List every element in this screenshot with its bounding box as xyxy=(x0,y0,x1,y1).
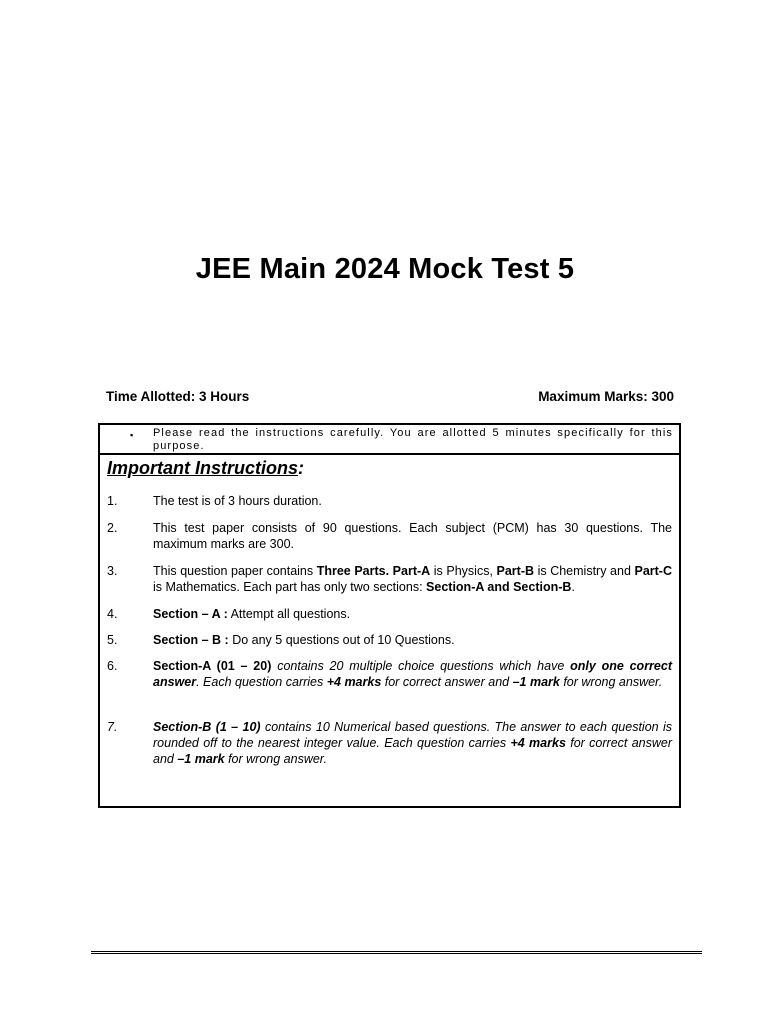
instruction-fragment-bold: Section – A : xyxy=(153,607,228,621)
instruction-fragment-bold: Section-A and Section-B xyxy=(426,580,572,594)
instruction-fragment-bold-italic: Section-B (1 – 10) xyxy=(153,720,261,734)
instruction-fragment: This question paper contains xyxy=(153,564,317,578)
instruction-fragment-bold: Part-A xyxy=(392,564,431,578)
instruction-text: This test paper consists of 90 questions. Each subject (PCM) has 30 questions. The maximum marks are 300. xyxy=(153,521,672,551)
instructions-heading xyxy=(107,458,304,479)
instruction-text xyxy=(153,719,672,767)
instruction-text xyxy=(153,606,672,622)
instructions-heading-text: Important Instructions xyxy=(107,458,299,478)
instruction-text xyxy=(153,632,672,648)
instruction-fragment-bold-italic: –1 mark xyxy=(512,675,560,689)
instruction-fragment: is Physics, xyxy=(430,564,497,578)
instruction-fragment: Do any 5 questions out of 10 Questions. xyxy=(228,633,455,647)
footer-divider xyxy=(91,951,702,954)
maximum-marks: Maximum Marks: 300 xyxy=(538,389,674,404)
instructions-heading-colon: : xyxy=(298,458,305,478)
instruction-fragment-italic: contains 10 Numerical based questions. The answer to each question is rounded off to the nearest integer value. Each question carries xyxy=(153,720,673,750)
instruction-fragment: . xyxy=(571,580,575,594)
instruction-fragment: Attempt all questions. xyxy=(227,607,351,621)
instruction-fragment-bold: Part-B xyxy=(496,564,535,578)
instruction-fragment-bold-italic: only one correct answer xyxy=(153,659,672,689)
instruction-fragment-italic: . Each question carries xyxy=(196,675,327,689)
instruction-number: 2. xyxy=(107,521,118,535)
instruction-fragment-italic: for wrong answer. xyxy=(224,752,327,766)
instruction-fragment-italic: for correct answer and xyxy=(153,736,673,766)
instruction-fragment-italic: contains 20 multiple choice questions which have xyxy=(271,659,571,673)
instruction-text xyxy=(153,563,672,595)
instruction-number: 5. xyxy=(107,633,118,647)
instruction-number: 7. xyxy=(107,720,118,734)
reading-note-text: Please read the instructions carefully. You are allotted 5 minutes specifically for this purpose. xyxy=(153,427,673,452)
instruction-fragment-bold-italic: –1 mark xyxy=(177,752,225,766)
square-bullet-icon: ▪ xyxy=(130,430,134,440)
time-allotted: Time Allotted: 3 Hours xyxy=(106,389,250,404)
instruction-fragment-bold-italic: +4 marks xyxy=(326,675,382,689)
instruction-text: The test is of 3 hours duration. xyxy=(153,494,322,508)
document-title: JEE Main 2024 Mock Test 5 xyxy=(195,253,575,285)
instruction-fragment-italic: for correct answer and xyxy=(381,675,513,689)
reading-note xyxy=(100,425,679,455)
instruction-text xyxy=(153,658,672,690)
instruction-fragment-bold: Three Parts. xyxy=(316,564,390,578)
instruction-fragment-bold: Part-C xyxy=(634,564,672,578)
instruction-fragment-bold: Section – B : xyxy=(153,633,229,647)
instruction-fragment-bold: Section-A (01 – 20) xyxy=(153,659,272,673)
instruction-fragment: is Mathematics. Each part has only two sections: xyxy=(153,580,427,594)
instruction-fragment: is Chemistry and xyxy=(534,564,635,578)
instruction-number: 6. xyxy=(107,659,118,673)
instruction-fragment-bold-italic: +4 marks xyxy=(510,736,566,750)
instruction-number: 4. xyxy=(107,607,118,621)
instruction-number: 3. xyxy=(107,564,118,578)
instruction-fragment-italic: for wrong answer. xyxy=(559,675,663,689)
instructions-box xyxy=(98,423,681,808)
instruction-number: 1. xyxy=(107,494,118,508)
